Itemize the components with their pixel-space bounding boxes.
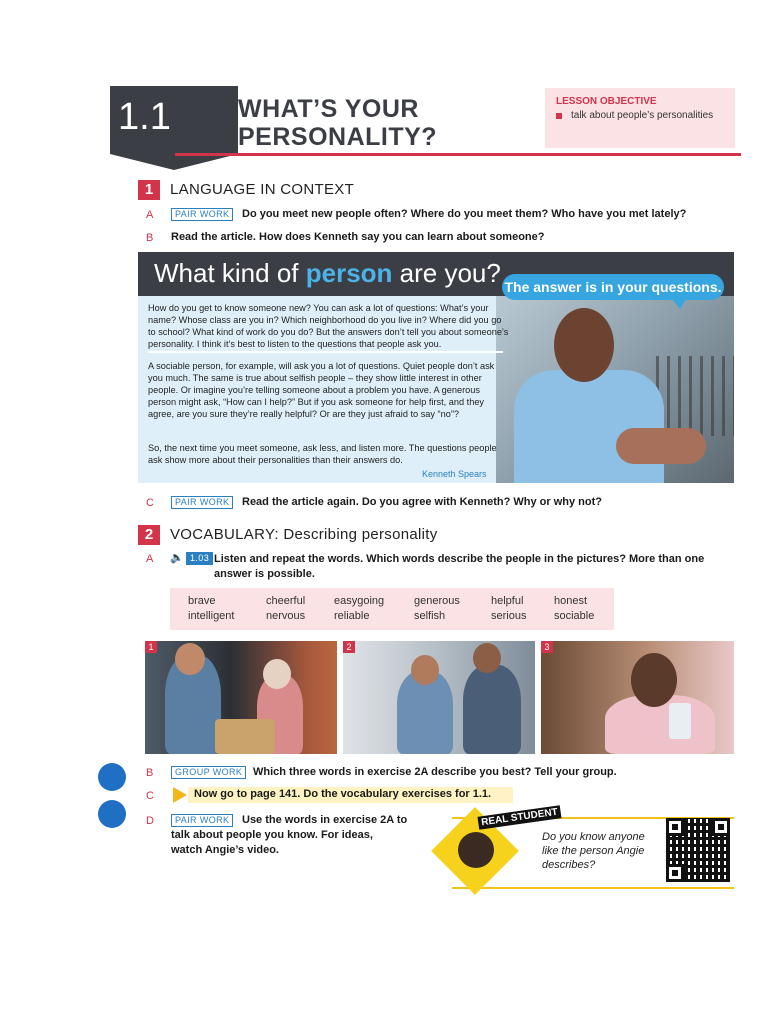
section-title-2: VOCABULARY: Describing personality [170, 526, 438, 543]
word: selfish [414, 610, 446, 622]
handshake-graphic [616, 428, 706, 464]
speaker-icon[interactable]: 🔈 [170, 552, 184, 564]
section-number-2: 2 [138, 525, 160, 545]
vocabulary-box [170, 588, 614, 630]
real-student-photo[interactable] [458, 832, 494, 868]
word: brave [188, 595, 216, 607]
man-face [175, 643, 205, 675]
exercise-letter-1a: A [146, 209, 154, 221]
audio-track-badge[interactable]: 1.03 [186, 552, 213, 565]
article [138, 252, 734, 483]
lesson-objective-heading: LESSON OBJECTIVE [556, 96, 657, 107]
picture-3 [541, 641, 734, 754]
word: cheerful [266, 595, 306, 607]
exercise-1b-text: Read the article. How does Kenneth say you can learn about someone? [171, 231, 545, 243]
word: honest [554, 595, 588, 607]
nav-circle-icon[interactable] [98, 763, 126, 791]
article-photo [496, 296, 734, 483]
pair-work-tag: PAIR WORK [171, 496, 233, 509]
real-student-label: REAL STUDENT [477, 805, 561, 829]
section-number-1: 1 [138, 180, 160, 200]
qr-corner [666, 818, 684, 836]
group-work-tag: GROUP WORK [171, 766, 246, 779]
article-title-post: are you? [392, 258, 501, 288]
article-divider [148, 351, 503, 353]
exercise-1c-text: Read the article again. Do you agree with Kenneth? Why or why not? [242, 496, 602, 508]
section-title-1: LANGUAGE IN CONTEXT [170, 181, 355, 198]
unit-number: 1.1 [118, 96, 171, 138]
article-author: Kenneth Spears [422, 469, 487, 479]
man-face [411, 655, 439, 685]
man-face-2 [473, 643, 501, 673]
title-line-2: PERSONALITY? [238, 123, 438, 151]
picture-number: 1 [145, 641, 157, 653]
speech-bubble-text: The answer is in your questions. [504, 279, 722, 295]
man-figure-2 [463, 665, 521, 754]
qr-corner [666, 864, 684, 882]
exercise-2d-text-line-1: Use the words in exercise 2A to [242, 814, 408, 826]
picture-number: 2 [343, 641, 355, 653]
speech-bubble-tail [672, 299, 686, 309]
picture-number: 3 [541, 641, 553, 653]
picture-1 [145, 641, 337, 754]
article-paragraph-2: A sociable person, for example, will ask you a lot of questions. Quiet people don’t ask you much. The same is true about selfish people – they show little interest in other people. Or imagine you’re telling someone about a problem you have. A generous person might ask, “How can I help?” But if you ask someone for help first, and they agree, are you sure they’re really helpful? Or are they just afraid to say “no”? [148, 361, 495, 419]
real-student-question: Do you know anyone like the person Angie describes? [542, 831, 645, 871]
qr-code-icon[interactable] [666, 818, 730, 882]
speech-bubble [502, 274, 724, 300]
exercise-2d-text-line-2: talk about people you know. For ideas, [171, 829, 373, 841]
exercise-letter-2d: D [146, 815, 154, 827]
phone-graphic [669, 703, 691, 739]
exercise-letter-1b: B [146, 232, 154, 244]
picture-2 [343, 641, 535, 754]
exercise-letter-2c: C [146, 790, 154, 802]
arrow-right-icon [173, 787, 187, 803]
unit-badge-point [110, 154, 238, 170]
exercise-letter-2b: B [146, 767, 154, 779]
word: easygoing [334, 595, 385, 607]
man-figure [514, 370, 664, 483]
woman-face [263, 659, 291, 689]
word: intelligent [188, 610, 235, 622]
word: serious [491, 610, 527, 622]
bag-graphic [215, 719, 275, 754]
qr-corner [712, 818, 730, 836]
word: reliable [334, 610, 370, 622]
page-title [238, 95, 437, 151]
article-title-highlight: person [305, 258, 393, 288]
pair-work-tag: PAIR WORK [171, 814, 233, 827]
bullet-icon [556, 113, 562, 119]
word: helpful [491, 595, 524, 607]
title-line-1: WHAT’S YOUR [238, 95, 419, 123]
exercise-2a-text: Listen and repeat the words. Which words describe the people in the pictures? More than one answer is possible. [214, 553, 705, 580]
exercise-2c-text: Now go to page 141. Do the vocabulary exercises for 1.1. [194, 788, 492, 800]
word: nervous [266, 610, 306, 622]
word: generous [414, 595, 460, 607]
man-face [554, 308, 614, 382]
exercise-2d-text-line-3: watch Angie’s video. [171, 844, 279, 856]
exercise-letter-1c: C [146, 497, 154, 509]
woman-hair [631, 653, 677, 707]
header-rule [175, 153, 741, 156]
article-title-pre: What kind of [154, 258, 306, 288]
word: sociable [554, 610, 595, 622]
exercise-2b-text: Which three words in exercise 2A describe you best? Tell your group. [253, 766, 617, 778]
article-paragraph-3: So, the next time you meet someone, ask less, and listen more. The questions people ask show more about their personalities than their answers do. [148, 443, 497, 465]
article-paragraph-1: How do you get to know someone new? You can ask a lot of questions: What’s your name? Whose class are you in? Which neighborhood do you live in? Where did you go to school? What kind of work do you do? But the answers don’t tell you about someone’s personality. I think it’s best to listen to the questions that people ask you. [148, 303, 509, 349]
article-title [154, 258, 501, 289]
exercise-1a-text: Do you meet new people often? Where do you meet them? Who have you met lately? [242, 208, 687, 220]
exercise-letter-2a: A [146, 553, 154, 565]
nav-circle-icon[interactable] [98, 800, 126, 828]
railing-graphic [656, 356, 734, 436]
pair-work-tag: PAIR WORK [171, 208, 233, 221]
lesson-objective-item: talk about people’s personalities [571, 110, 714, 121]
